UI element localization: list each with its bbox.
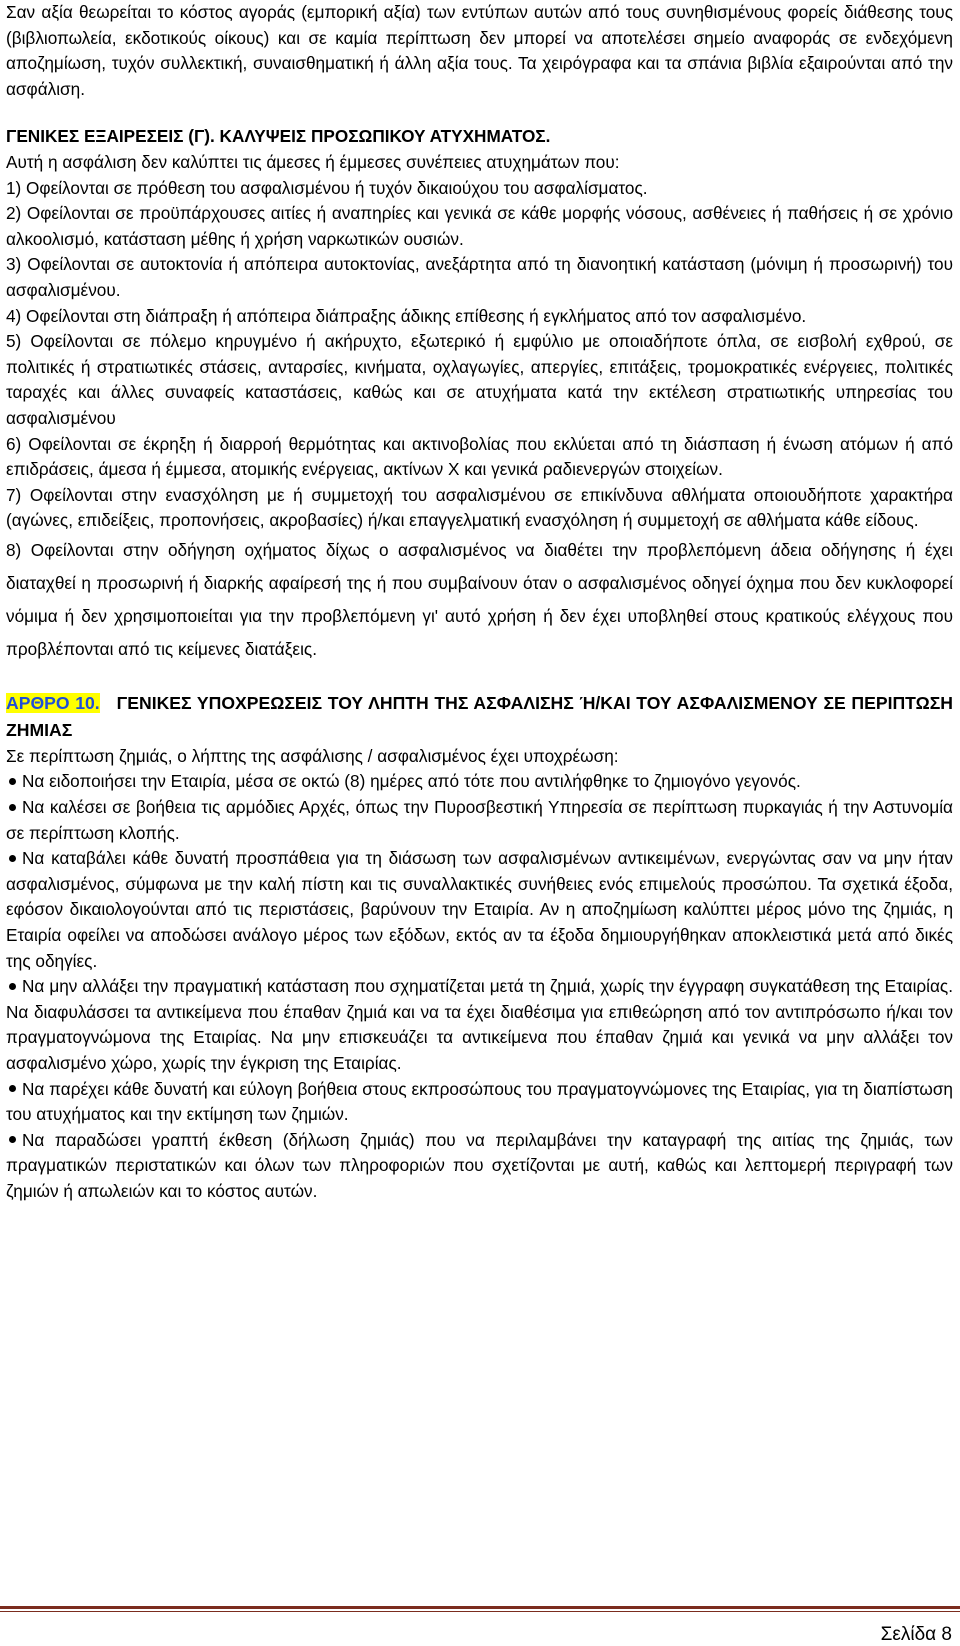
obligation-text: Να παραδώσει γραπτή έκθεση (δήλωση ζημιάς) που να περιλαμβάνει την καταγραφή της αιτίας της ζημιάς, των πραγματικών περιστατικών και όλων των πληροφοριών που σχετίζονται με αυτή, καθώς και λεπτομερή περιγραφή των ζημιών ή απωλειών και το κόστος αυτών. (6, 1129, 953, 1201)
spacer (6, 666, 953, 690)
obligation-item (6, 795, 953, 846)
intro-paragraph: Σαν αξία θεωρείται το κόστος αγοράς (εμπορική αξία) των εντύπων αυτών από τους συνηθισμένους φορείς διάθεσης τους (βιβλιοπωλεία, εκδοτικούς οίκους) και σε καμία περίπτωση δεν μπορεί να αποτελέσει σημείο αναφοράς σε ενδεχόμενη αποζημίωση, τυχόν συλλεκτική, συναισθηματική ή άλλη αξία τους. Τα χειρόγραφα και τα σπάνια βιβλία εξαιρούνται από την ασφάλιση. (6, 2, 953, 99)
article-intro: Σε περίπτωση ζημιάς, ο λήπτης της ασφάλισης / ασφαλισμένος έχει υποχρέωση: (6, 745, 619, 766)
footer-divider (0, 1606, 960, 1612)
section-heading: ΓΕΝΙΚΕΣ ΕΞΑΙΡΕΣΕΙΣ (Γ). ΚΑΛΥΨΕΙΣ ΠΡΟΣΩΠΙΚΟΥ ΑΤΥΧΗΜΑΤΟΣ. (6, 126, 551, 147)
obligation-item (6, 1128, 953, 1205)
spacer (6, 102, 953, 124)
obligation-item (6, 1077, 953, 1128)
section-intro: Αυτή η ασφάλιση δεν καλύπτει τις άμεσες ή έμμεσες συνέπειες ατυχημάτων που: (6, 151, 620, 172)
obligation-item (6, 974, 953, 1076)
obligation-text: Να ειδοποιήσει την Εταιρία, μέσα σε οκτώ (8) ημέρες από τότε που αντιλήφθηκε το ζημιογόνο γεγονός. (22, 771, 801, 792)
article-heading (6, 690, 953, 744)
exclusion-item: 8) Οφείλονται στην οδήγηση οχήματος δίχως ο ασφαλισμένος να διαθέτει την προβλεπόμενη άδεια οδήγησης ή έχει διαταχθεί η προσωρινή ή διαρκής αφαίρεσή της ή που συμβαίνουν όταν ο ασφαλισμένος οδηγεί όχημα που δεν κυκλοφορεί νόμιμα ή δεν χρησιμοποιείται για την προβλεπόμενη γι' αυτό χρήση ή δεν έχει υποβληθεί στους κρατικούς ελέγχους που προβλέπονται από τις κείμενες διατάξεις. (6, 539, 953, 659)
exclusion-item: 1) Οφείλονται σε πρόθεση του ασφαλισμένου ή τυχόν δικαιούχου του ασφαλίσματος. (6, 177, 648, 198)
exclusion-item: 6) Οφείλονται σε έκρηξη ή διαρροή θερμότητας και ακτινοβολίας που εκλύεται από τη διάσπαση ή ένωση ατόμων ή από επιδράσεις, άμεσα ή έμμεσα, ατομικής ενέργειας, ακτίνων Χ και γενικά ραδιενεργών στοιχείων. (6, 433, 953, 480)
bullet-icon (9, 855, 16, 862)
article-title: ΓΕΝΙΚΕΣ ΥΠΟΧΡΕΩΣΕΙΣ ΤΟΥ ΛΗΠΤΗ ΤΗΣ ΑΣΦΑΛΙΣΗΣ Ή/ΚΑΙ ΤΟΥ ΑΣΦΑΛΙΣΜΕΝΟΥ ΣΕ ΠΕΡΙΠΤΩΣΗ ΖΗΜΙΑΣ (6, 692, 953, 740)
obligation-item (6, 846, 953, 974)
bullet-icon (9, 1085, 16, 1092)
bullet-icon (9, 778, 16, 785)
obligation-text: Να μην αλλάξει την πραγματική κατάσταση που σχηματίζεται μετά τη ζημιά, χωρίς την έγγραφη συγκατάθεση της Εταιρίας. Να διαφυλάσσει τα αντικείμενα που έπαθαν ζημιά και να τα έχει διαθέσιμα για επιθεώρηση από τον αντιπρόσωπο ή/και τον πραγματογνώμονα της Εταιρίας. Να μην επισκευάζει τα αντικείμενα που έπαθαν ζημιά και γενικά να μην αλλάξει τον ασφαλισμένο χώρο, χωρίς την έγκριση της Εταιρίας. (6, 976, 953, 1073)
obligation-text: Να παρέχει κάθε δυνατή και εύλογη βοήθεια στους εκπροσώπους του πραγματογνώμονες της Εταιρίας, για τη διαπίστωση του ατυχήματος και την εκτίμηση των ζημιών. (6, 1078, 953, 1125)
article-number: ΑΡΘΡΟ 10. (6, 692, 100, 713)
exclusion-item: 2) Οφείλονται σε προϋπάρχουσες αιτίες ή αναπηρίες και γενικά σε κάθε μορφής νόσους, ασθένειες ή παθήσεις ή σε χρόνιο αλκοολισμό, κατάσταση μέθης ή χρήση ναρκωτικών ουσιών. (6, 203, 953, 249)
exclusion-item: 4) Οφείλονται στη διάπραξη ή απόπειρα διάπραξης άδικης επίθεσης ή εγκλήματος από τον ασφαλισμένο. (6, 305, 807, 326)
obligation-text: Να καταβάλει κάθε δυνατή προσπάθεια για τη διάσωση των ασφαλισμένων αντικειμένων, ενεργώντας σαν να μην ήταν ασφαλισμένος, σύμφωνα με την καλή πίστη και τις συναλλακτικές συνήθειες ενός επιμελούς προσώπου. Τα σχετικά έξοδα, εφόσον δικαιολογούνται από τις περιστάσεις, βαρύνουν την Εταιρία. Αν η αποζημίωση καλύπτει μέρος μόνο της ζημιάς, η Εταιρία οφείλει να αποδώσει ανάλογο μέρος των εξόδων, εκτός αν τα έξοδα δημιουργήθηκαν αποκλειστικά μετά από δικές της οδηγίες. (6, 848, 953, 971)
page-number: Σελίδα 8 (880, 1624, 952, 1645)
exclusion-item: 5) Οφείλονται σε πόλεμο κηρυγμένο ή ακήρυχτο, εξωτερικό ή εμφύλιο με οποιαδήποτε όπλα, σε εισβολή εχθρού, σε πολιτικές ή στρατιωτικές στάσεις, ανταρσίες, κινήματα, οχλαγωγίες, απεργίες, επιτάξεις, τρομοκρατικές ενέργειες, πολιτικές ταραχές και άλλες συναφείς καταστάσεις, καθώς και σε ατυχήματα κατά την εκτέλεση στρατιωτικής υπηρεσίας του ασφαλισμένου (6, 331, 953, 428)
document-page (6, 0, 953, 1205)
exclusion-item: 3) Οφείλονται σε αυτοκτονία ή απόπειρα αυτοκτονίας, ανεξάρτητα από τη διανοητική κατάσταση (μόνιμη ή προσωρινή) του ασφαλισμένου. (6, 254, 953, 300)
obligation-item (6, 769, 953, 795)
bullet-icon (9, 804, 16, 811)
exclusion-item: 7) Οφείλονται στην ενασχόληση με ή συμμετοχή του ασφαλισμένου σε επικίνδυνα αθλήματα οποιουδήποτε χαρακτήρα (αγώνες, επιδείξεις, προπονήσεις, ακροβασίες) ή/και επαγγελματική ενασχόληση ή συμμετοχή σε αθλήματα κάθε είδους. (6, 484, 953, 531)
bullet-icon (9, 983, 16, 990)
bullet-icon (9, 1136, 16, 1143)
obligation-text: Να καλέσει σε βοήθεια τις αρμόδιες Αρχές, όπως την Πυροσβεστική Υπηρεσία σε περίπτωση πυρκαγιάς ή την Αστυνομία σε περίπτωση κλοπής. (6, 797, 953, 843)
